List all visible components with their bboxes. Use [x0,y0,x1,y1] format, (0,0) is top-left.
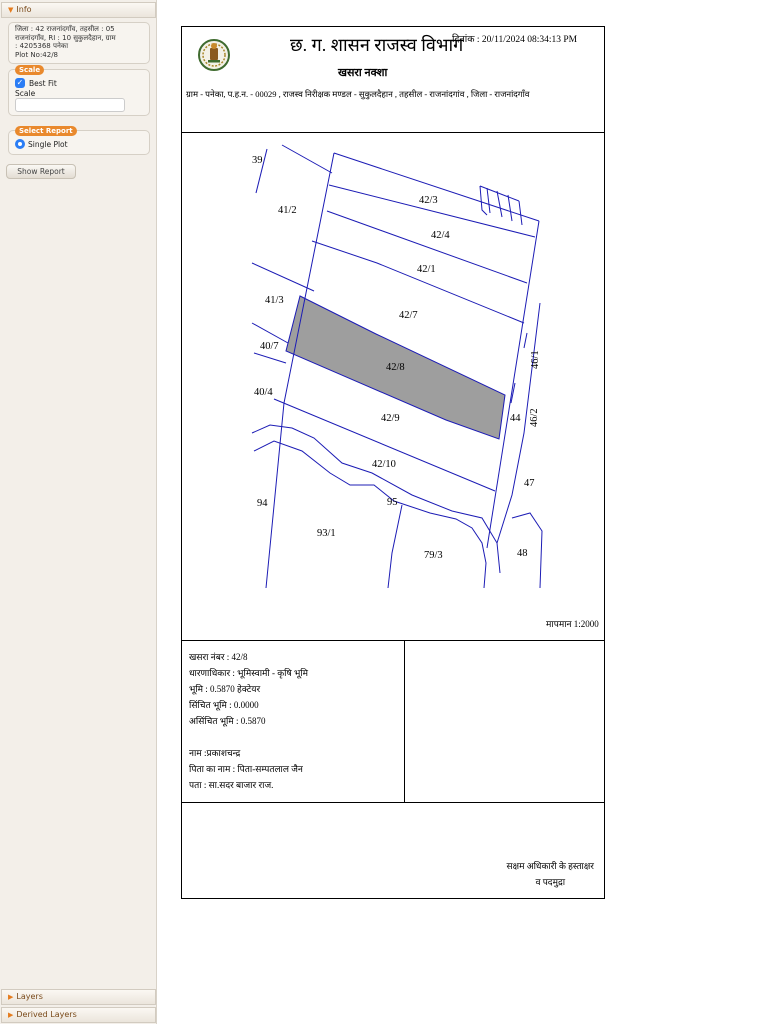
plot-label: 42/3 [419,195,438,206]
owner-name: नाम :प्रकाशचन्द्र [189,748,241,758]
land-tenure: धारणाधिकार : भूमिस्वामी - कृषि भूमि [189,668,308,678]
boundary-line [252,425,500,573]
derived-layers-header-label: Derived Layers [16,1010,77,1019]
irrigated-area: सिंचित भूमि : 0.0000 [189,700,259,710]
boundary-line [519,201,522,225]
plot-label: 44 [510,413,521,424]
boundary-line [254,353,286,363]
plot-map [182,133,604,640]
report-date: दिनांक : 20/11/2024 08:34:13 PM [452,35,578,45]
khasra-map-heading: खसरा नक्शा [338,67,388,79]
department-title: छ. ग. शासन राजस्व विभाग [290,35,464,55]
scale-input[interactable] [15,98,125,112]
boundary-line [487,188,490,213]
plot-label: 95 [387,497,398,508]
expanded-triangle-icon: ▼ [8,6,14,14]
boundary-line [524,333,527,348]
boundary-line [508,195,512,221]
left-panel [0,0,157,1024]
select-report-fieldset [8,127,150,155]
land-area: भूमि : 0.5870 हेक्टेयर [189,684,261,694]
details-divider [404,640,405,802]
plot-label: 41/2 [278,205,297,216]
khasra-number: खसरा नंबर : 42/8 [189,652,248,662]
checkbox-checked-icon[interactable]: ✓ [16,78,24,87]
plot-label: 40/7 [260,341,279,352]
plot-label: 48 [517,548,528,559]
father-name: पिता का नाम : पिता-सम्पतलाल जैन [189,764,303,774]
plot-label: 46/1 [530,350,541,369]
plot-number: Plot No:42/8 [15,50,59,59]
state-emblem-icon [198,31,230,79]
plot-details [189,649,308,793]
plot-label: 40/4 [254,387,273,398]
info-line: : 4205368 पनेका [15,42,69,50]
seal-label: व पदमुद्रा [535,877,566,887]
plot-label: 94 [257,498,268,509]
derived-layers-accordion-header[interactable] [1,1007,156,1023]
signature-label: सक्षम अधिकारी के हस्ताक्षर [506,861,594,871]
owner-address: पता : सा.सदर बाजार राज. [189,780,274,790]
plot-label: 79/3 [424,550,443,561]
plot-label: 93/1 [317,528,336,539]
location-line: ग्राम - पनेका, प.ह.न. - 00029 , राजस्व निरीक्षक मण्डल - सुकुलदैहान , तहसील - राजनांदगांव , जिला - राजनांदगाँव [186,89,530,99]
boundary-line [254,441,486,588]
single-plot-option[interactable] [15,139,68,149]
boundary-line [388,505,402,588]
signature-divider [182,802,604,803]
boundary-line [480,186,487,215]
plot-label: 41/3 [265,295,284,306]
info-header-label: Info [16,5,32,14]
show-report-button[interactable]: Show Report [6,164,76,179]
layers-header-label: Layers [16,992,43,1001]
boundary-line [252,263,314,291]
info-line: जिला : 42 राजनांदगाँव, तहसील : 05 [15,25,115,33]
khasra-report [181,26,605,899]
info-line: राजनांदगाँव, RI : 10 सुकुलदैहान, ग्राम [15,33,116,42]
select-report-legend: Select Report [15,126,77,136]
plot-label: 42/9 [381,413,400,424]
best-fit-label: Best Fit [29,78,57,88]
boundary-line [252,323,288,343]
layers-accordion-header[interactable] [1,989,156,1005]
boundary-line [312,241,524,323]
signature-block [507,858,594,890]
single-plot-label: Single Plot [28,139,68,149]
radio-selected-icon[interactable] [15,139,25,149]
scale-legend: Scale [15,65,44,75]
plot-label: 46/2 [529,408,540,427]
boundary-line [480,186,519,201]
best-fit-option[interactable] [15,78,57,88]
plot-label: 47 [524,478,535,489]
collapsed-triangle-icon: ▶ [8,1011,14,1019]
boundary-line [266,153,334,588]
plot-label: 39 [252,155,263,166]
boundary-line [487,221,539,548]
scale-label: Scale [15,89,36,98]
plot-label: 42/4 [431,230,450,241]
map-scale: मापमान 1:2000 [546,619,599,629]
info-card [8,22,150,64]
plot-label: 42/8 [386,362,405,373]
boundary-line [497,191,502,217]
collapsed-triangle-icon: ▶ [8,993,14,1001]
scale-fieldset [8,66,150,116]
map-divider [182,640,604,641]
boundary-line [282,145,332,173]
boundary-line [334,153,539,221]
plot-label: 42/7 [399,310,418,321]
unirrigated-area: असिंचित भूमि : 0.5870 [189,716,266,726]
info-accordion-header[interactable] [1,2,156,18]
plot-label: 42/10 [372,459,396,470]
plot-label: 42/1 [417,264,436,275]
